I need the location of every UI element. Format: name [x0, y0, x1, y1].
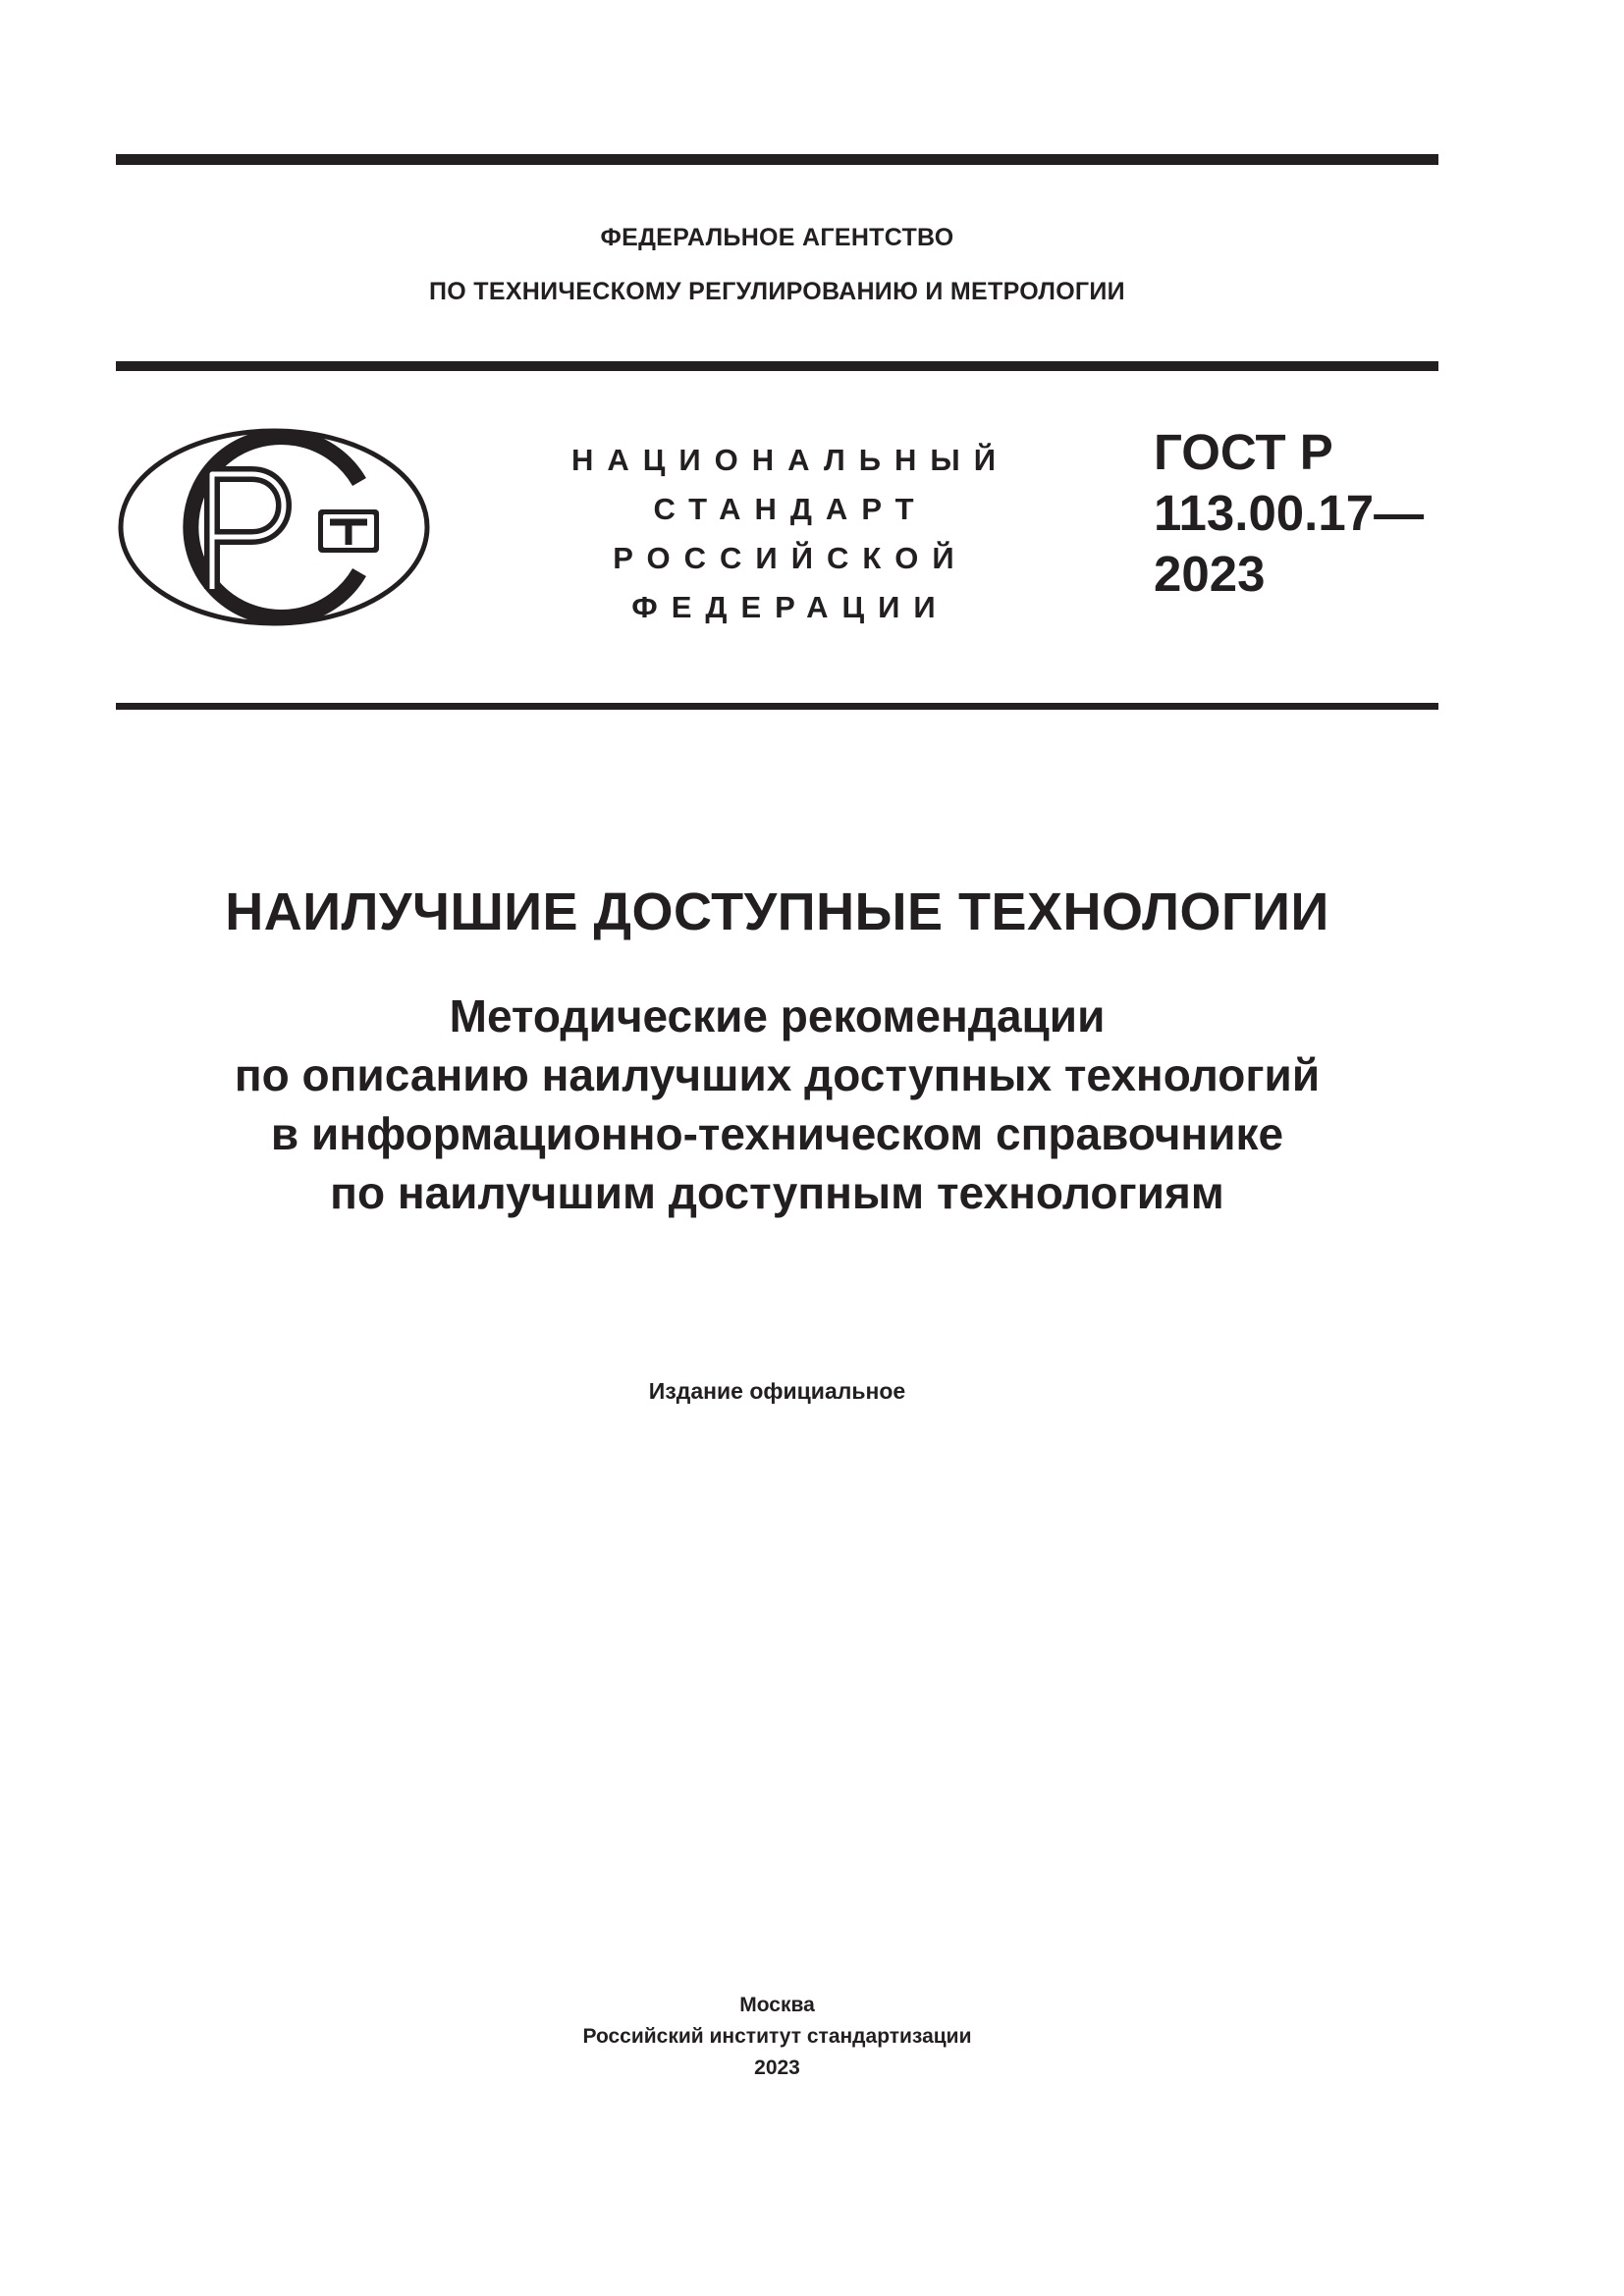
subtitle-line-4: по наилучшим доступным технологиям	[330, 1167, 1224, 1218]
bottom-rule	[116, 703, 1438, 710]
standard-type-line-4: ФЕДЕРАЦИИ	[631, 590, 949, 624]
subtitle-line-1: Методические рекомендации	[449, 990, 1106, 1041]
edition-label: Издание официальное	[648, 1378, 906, 1404]
standard-type-line-1: НАЦИОНАЛЬНЫЙ	[570, 443, 1010, 477]
rst-certification-mark-icon	[116, 427, 432, 627]
imprint-publisher: Российский институт стандартизации	[582, 2025, 972, 2048]
standard-number	[1154, 422, 1424, 605]
document-title: НАИЛУЧШИЕ ДОСТУПНЫЕ ТЕХНОЛОГИИ	[225, 882, 1329, 941]
imprint-year: 2023	[754, 2056, 800, 2079]
standard-number-line-2: 113.00.17—	[1154, 485, 1425, 541]
agency-name-line-2: ПО ТЕХНИЧЕСКОМУ РЕГУЛИРОВАНИЮ И МЕТРОЛОГИИ	[429, 278, 1125, 305]
middle-rule	[116, 361, 1438, 371]
standard-number-line-1: ГОСТ Р	[1154, 424, 1333, 480]
standard-type-line-3: РОССИЙСКОЙ	[613, 541, 968, 575]
agency-name-line-1: ФЕДЕРАЛЬНОЕ АГЕНТСТВО	[600, 224, 954, 251]
subtitle-line-3: в информационно-техническом справочнике	[270, 1108, 1284, 1159]
document-subtitle	[116, 987, 1438, 1222]
imprint	[116, 1990, 1438, 2084]
standard-type	[560, 436, 1021, 632]
standard-type-line-2: СТАНДАРТ	[653, 492, 928, 526]
imprint-city: Москва	[739, 1994, 815, 2016]
subtitle-line-2: по описанию наилучших доступных технологий	[234, 1049, 1321, 1100]
standard-number-line-3: 2023	[1154, 546, 1266, 602]
top-rule	[116, 154, 1438, 165]
